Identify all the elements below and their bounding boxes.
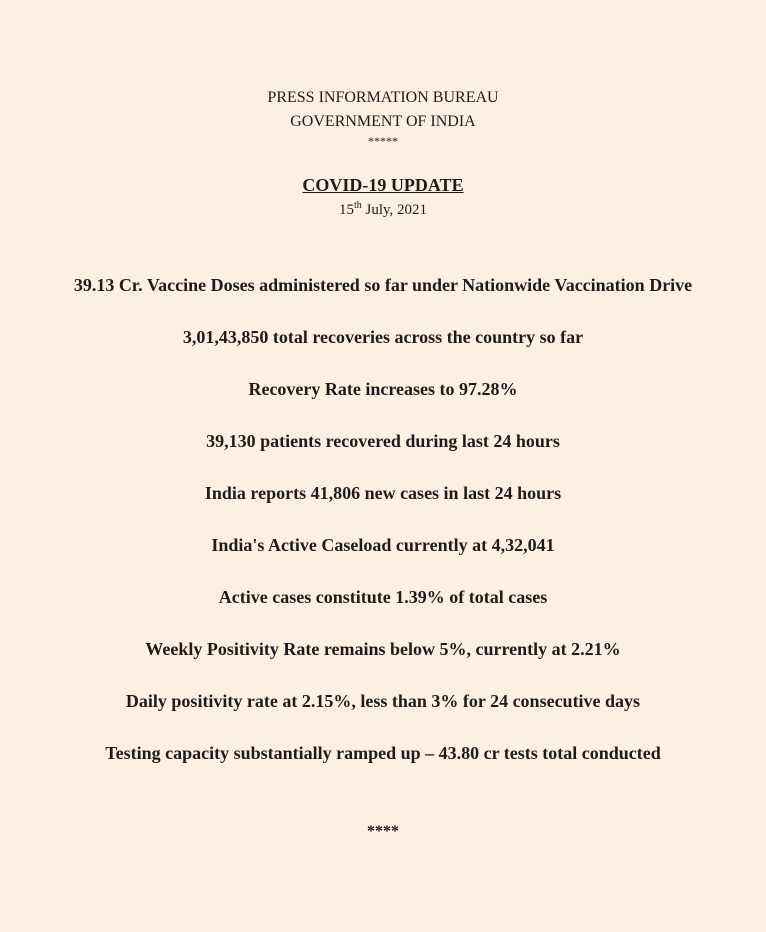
- government-name: GOVERNMENT OF INDIA: [290, 113, 476, 130]
- date-suffix: th: [353, 200, 362, 211]
- highlight-weekly-positivity: Weekly Positivity Rate remains below 5%, currently at 2.21%: [145, 639, 621, 659]
- highlight-new-cases: India reports 41,806 new cases in last 24 hours: [204, 483, 562, 503]
- release-date: [0, 199, 766, 221]
- highlight-total-recoveries: 3,01,43,850 total recoveries across the country so far: [182, 327, 584, 347]
- footer-separator: ****: [367, 823, 399, 840]
- org-name: PRESS INFORMATION BUREAU: [267, 89, 499, 106]
- date-month-year: July, 2021: [361, 202, 428, 218]
- highlight-recovery-rate: Recovery Rate increases to 97.28%: [248, 379, 518, 399]
- highlight-active-caseload: India's Active Caseload currently at 4,32,041: [211, 535, 555, 555]
- date-day: 15: [338, 202, 354, 218]
- highlight-vaccine-doses: 39.13 Cr. Vaccine Doses administered so far under Nationwide Vaccination Drive: [73, 275, 693, 295]
- highlight-daily-positivity: Daily positivity rate at 2.15%, less than 3% for 24 consecutive days: [125, 691, 641, 711]
- document-title: COVID-19 UPDATE: [302, 175, 464, 195]
- header-separator: *****: [368, 134, 398, 148]
- highlight-active-cases-share: Active cases constitute 1.39% of total cases: [218, 587, 548, 607]
- highlight-patients-recovered: 39,130 patients recovered during last 24 hours: [206, 431, 560, 451]
- highlight-testing-capacity: Testing capacity substantially ramped up – 43.80 cr tests total conducted: [105, 743, 661, 763]
- highlights-list: [40, 272, 726, 792]
